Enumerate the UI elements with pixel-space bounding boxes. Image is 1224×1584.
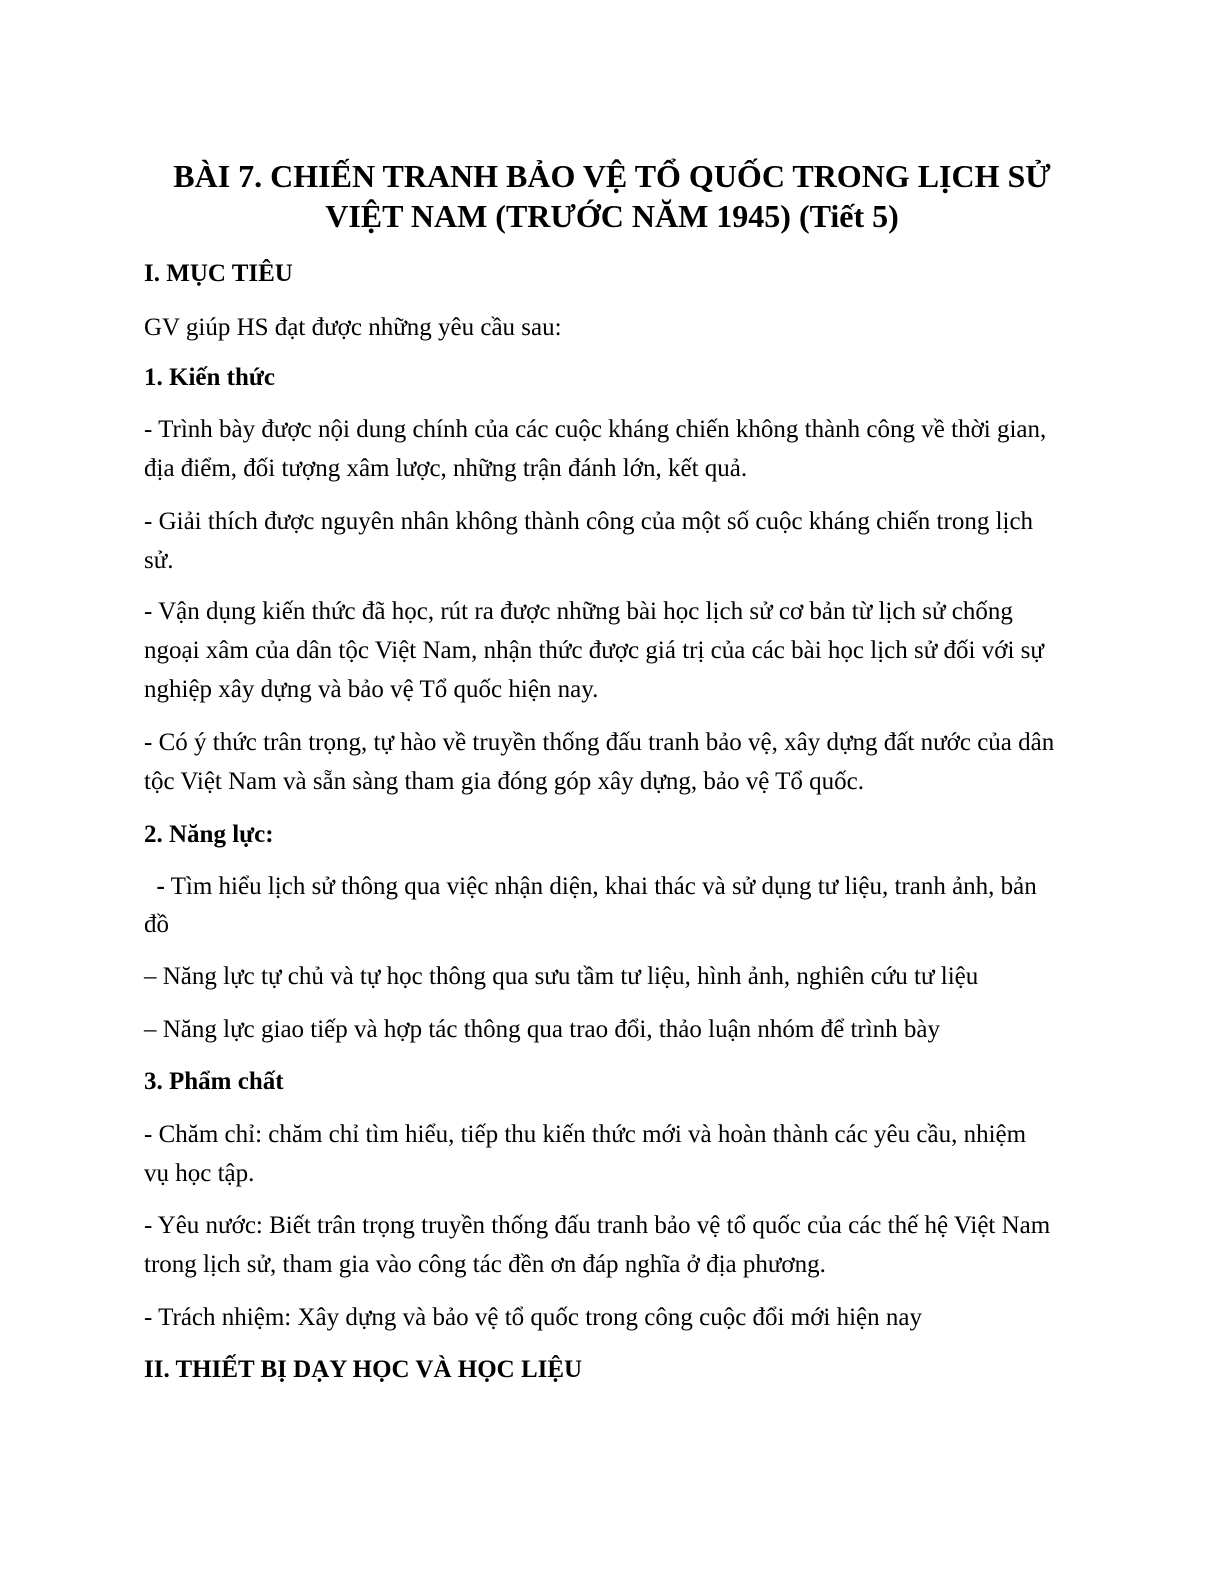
knowledge-p2-line1: - Giải thích được nguyên nhân không thành công của một số cuộc kháng chiến trong lịch bbox=[144, 508, 1034, 535]
section-heading-equipment: II. THIẾT BỊ DẠY HỌC VÀ HỌC LIỆU bbox=[144, 1356, 583, 1383]
knowledge-p1-line2: địa điểm, đối tượng xâm lược, những trận đánh lớn, kết quả. bbox=[144, 455, 748, 482]
intro-text: GV giúp HS đạt được những yêu cầu sau: bbox=[144, 314, 562, 341]
competence-p3: – Năng lực giao tiếp và hợp tác thông qua trao đổi, thảo luận nhóm để trình bày bbox=[144, 1016, 941, 1043]
qualities-p2-line2: trong lịch sử, tham gia vào công tác đền ơn đáp nghĩa ở địa phương. bbox=[144, 1251, 826, 1278]
competence-p1-line1 bbox=[144, 867, 1084, 906]
competence-p1-text: Tìm hiểu lịch sử thông qua việc nhận diện, khai thác và sử dụng tư liệu, tranh ảnh, bản bbox=[170, 873, 1037, 900]
qualities-p1-line2: vụ học tập. bbox=[144, 1160, 255, 1187]
qualities-heading: 3. Phẩm chất bbox=[144, 1068, 284, 1095]
qualities-p3: - Trách nhiệm: Xây dựng và bảo vệ tổ quốc trong công cuộc đổi mới hiện nay bbox=[144, 1304, 923, 1331]
knowledge-p4-line2: tộc Việt Nam và sẵn sàng tham gia đóng góp xây dựng, bảo vệ Tổ quốc. bbox=[144, 768, 865, 795]
qualities-p2-line1: - Yêu nước: Biết trân trọng truyền thống đấu tranh bảo vệ tổ quốc của các thế hệ Việt Nam bbox=[144, 1212, 1051, 1239]
page-title-line-1: BÀI 7. CHIẾN TRANH BẢO VỆ TỔ QUỐC TRONG LỊCH SỬ bbox=[173, 158, 1051, 194]
knowledge-p3-line3: nghiệp xây dựng và bảo vệ Tổ quốc hiện nay. bbox=[144, 676, 599, 703]
section-heading-objectives: I. MỤC TIÊU bbox=[144, 260, 293, 287]
knowledge-p2-line2: sử. bbox=[144, 547, 174, 574]
page-title-line-2: VIỆT NAM (TRƯỚC NĂM 1945) (Tiết 5) bbox=[325, 198, 899, 234]
competence-p1-line2: đồ bbox=[144, 911, 169, 938]
knowledge-p3-line2: ngoại xâm của dân tộc Việt Nam, nhận thức được giá trị của các bài học lịch sử đối với sự bbox=[144, 637, 1044, 664]
competence-heading: 2. Năng lực: bbox=[144, 821, 274, 848]
competence-p2: – Năng lực tự chủ và tự học thông qua sưu tầm tư liệu, hình ảnh, nghiên cứu tư liệu bbox=[144, 963, 979, 990]
knowledge-p3-line1: - Vận dụng kiến thức đã học, rút ra được những bài học lịch sử cơ bản từ lịch sử chống bbox=[144, 598, 1013, 625]
qualities-p1-line1: - Chăm chỉ: chăm chỉ tìm hiểu, tiếp thu kiến thức mới và hoàn thành các yêu cầu, nhiệm bbox=[144, 1121, 1027, 1148]
competence-p1-dash: - bbox=[156, 873, 165, 900]
knowledge-p4-line1: - Có ý thức trân trọng, tự hào về truyền thống đấu tranh bảo vệ, xây dựng đất nước của dân bbox=[144, 729, 1055, 756]
knowledge-p1-line1: - Trình bày được nội dung chính của các cuộc kháng chiến không thành công về thời gian, bbox=[144, 416, 1047, 443]
knowledge-heading: 1. Kiến thức bbox=[144, 364, 275, 391]
